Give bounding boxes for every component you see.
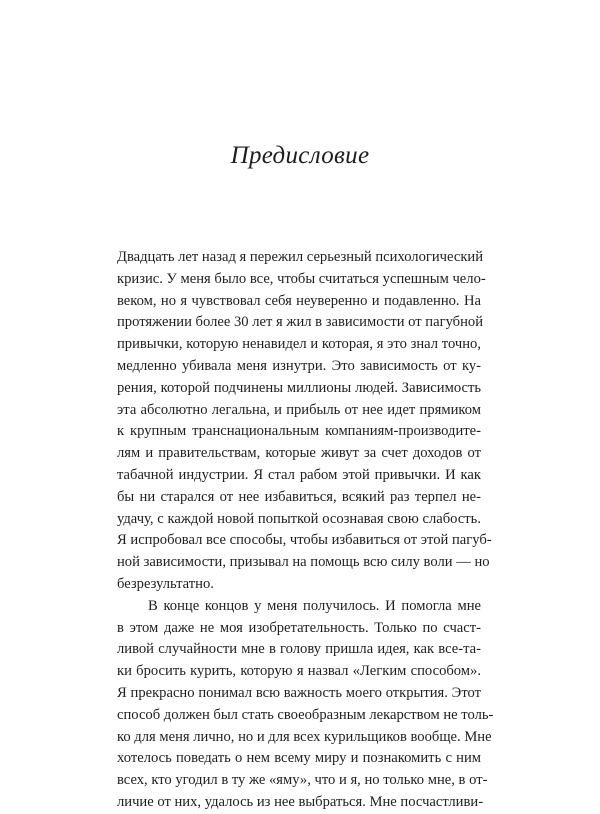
text-line: Я испробовал все способы, чтобы избавиться от этой пагуб- (117, 532, 492, 549)
text-line: способ должен был стать своеобразным лекарством не толь- (117, 706, 494, 723)
text-line: лям и правительствам, которые живут за счет доходов от (117, 445, 481, 462)
text-line: ки бросить курить, которую я назвал «Легким способом». (117, 663, 481, 680)
text-line: хотелось поведать о нем всему миру и познакомить с ним (117, 750, 481, 767)
text-line: ной зависимости, призывал на помощь всю силу воли — но (117, 554, 490, 571)
text-line: веком, но я чувствовал себя неуверенно и подавленно. На (117, 292, 481, 309)
text-line: всех, кто угодил в ту же «яму», что и я, но только мне, в от- (117, 772, 488, 789)
text-line: Я прекрасно понимал всю важность моего открытия. Этот (117, 684, 481, 701)
body-text (117, 247, 494, 814)
text-line: к крупным транснациональным компаниям-производите- (117, 423, 481, 440)
text-line: кризис. У меня было все, чтобы считаться успешным чело- (117, 270, 486, 287)
text-line: привычки, которую ненавидел и которая, я это знал точно, (117, 336, 481, 353)
text-line: личие от них, удалось из нее выбраться. Мне посчастливи- (117, 793, 484, 810)
text-line: Двадцать лет назад я пережил серьезный психологический (117, 249, 484, 265)
text-line: медленно убивала меня изнутри. Это зависимость от ку- (117, 357, 481, 374)
text-line: бы ни старался от нее избавиться, всякий раз терпел не- (117, 488, 481, 505)
text-line: В конце концов у меня получилось. И помогла мне (148, 597, 481, 614)
page-title: Предисловие (230, 142, 370, 169)
text-line: безрезультатно. (117, 575, 214, 592)
text-line: ливой случайности мне в голову пришла идея, как все-та- (117, 641, 481, 658)
text-line: табачной индустрии. Я стал рабом этой привычки. И как (117, 466, 481, 483)
text-line: удачу, с каждой новой попыткой осознавая свою слабость. (117, 510, 481, 527)
text-line: рения, которой подчинены миллионы людей. Зависимость (117, 379, 481, 396)
text-line: протяжении более 30 лет я жил в зависимости от пагубной (117, 314, 484, 331)
text-line: эта абсолютно легальна, и прибыль от нее идет прямиком (117, 401, 481, 418)
text-line: в этом даже не моя изобретательность. Только по счаст- (117, 619, 481, 636)
text-line: ко для меня лично, но и для всех курильщиков вообще. Мне (117, 728, 492, 745)
